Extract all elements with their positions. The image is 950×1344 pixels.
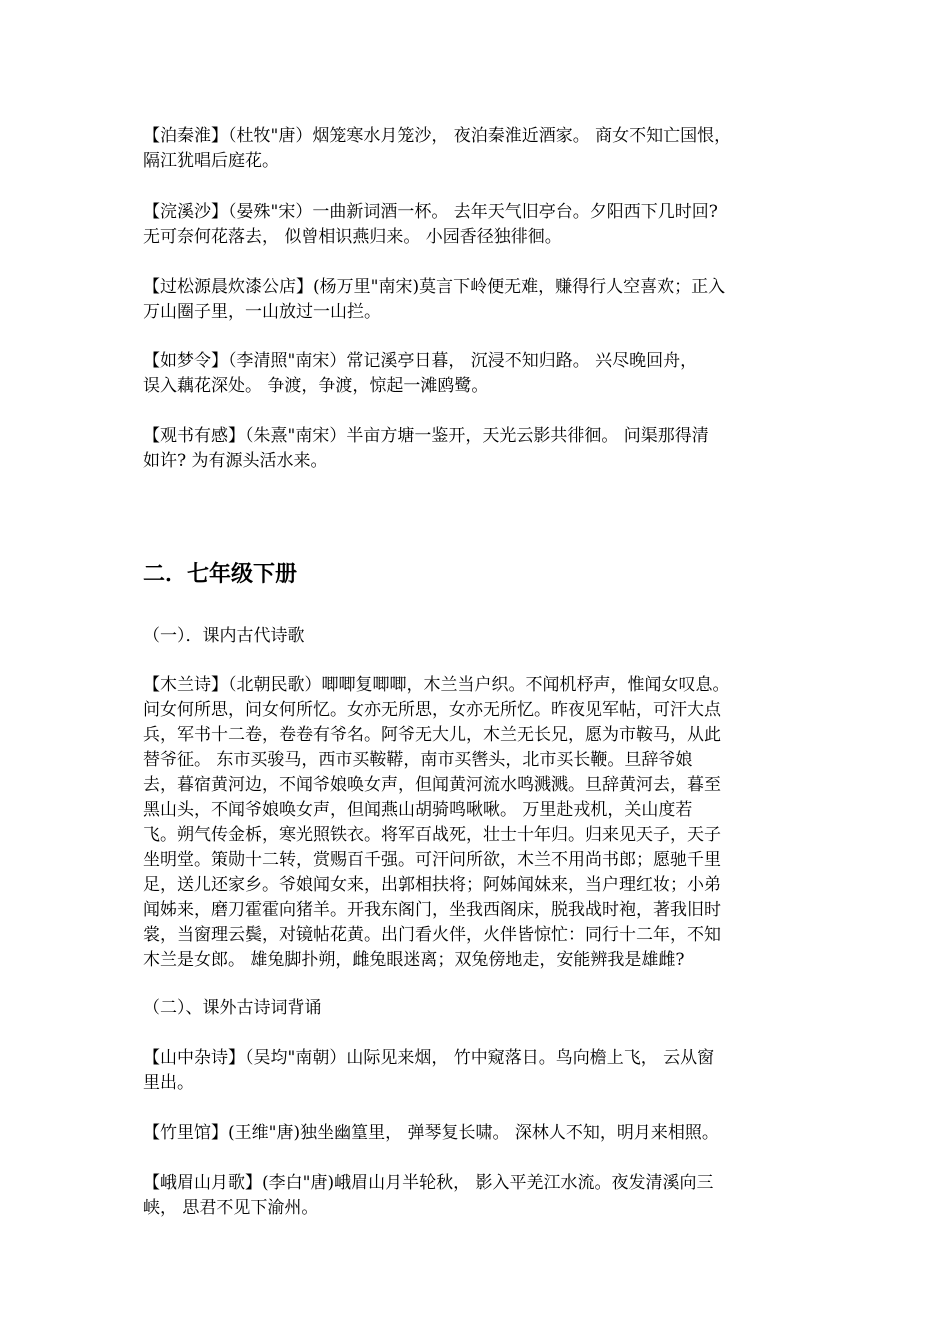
poem-line: 如许? 为有源头活水来。 [143, 451, 328, 471]
poem-e-mei-shan-yue-ge [143, 1171, 823, 1221]
poem-line: 问女何所思，问女何所忆。女亦无所思，女亦无所忆。昨夜见军帖，可汗大点 [143, 700, 721, 720]
poem-guo-song-yuan [143, 275, 823, 325]
poem-line: 【观书有感】（朱熹"南宋）半亩方塘一鉴开，天光云影共徘徊。 问渠那得清 [143, 426, 709, 446]
subsection-title-2: （二）、课外古诗词背诵 [143, 998, 322, 1018]
subsection-title-1: （一）．课内古代诗歌 [143, 626, 305, 646]
poem-line: 坐明堂。策勋十二转，赏赐百千强。可汗问所欲，木兰不用尚书郎；愿驰千里 [143, 850, 721, 870]
poem-line: 【峨眉山月歌】(李白"唐)峨眉山月半轮秋， 影入平羌江水流。夜发清溪向三 [143, 1173, 714, 1193]
poem-line: 裳，当窗理云鬓，对镜帖花黄。出门看火伴，火伴皆惊忙：同行十二年，不知 [143, 925, 721, 945]
poem-line: 峡， 思君不见下渝州。 [143, 1198, 319, 1218]
poem-line: 【山中杂诗】（吴均"南朝）山际见来烟， 竹中窥落日。鸟向檐上飞， 云从窗 [143, 1048, 715, 1068]
poem-line: 木兰是女郎。 雄兔脚扑朔，雌兔眼迷离；双兔傍地走，安能辨我是雄雌? [143, 950, 685, 970]
poem-line: 黑山头，不闻爷娘唤女声，但闻燕山胡骑鸣啾啾。 万里赴戎机，关山度若 [143, 800, 693, 820]
poem-line: 误入藕花深处。 争渡，争渡，惊起一滩鸥鹭。 [143, 376, 489, 396]
poem-line: 闻姊来，磨刀霍霍向猪羊。开我东阁门，坐我西阁床，脱我战时袍，著我旧时 [143, 900, 721, 920]
poem-shan-zhong-za-shi [143, 1046, 823, 1096]
poem-line: 替爷征。 东市买骏马，西市买鞍鞯，南市买辔头，北市买长鞭。旦辞爷娘 [143, 750, 693, 770]
poem-line: 万山圈子里，一山放过一山拦。 [143, 302, 381, 322]
poem-bo-qin-huai [143, 124, 823, 174]
poem-zhu-li-guan [143, 1121, 823, 1146]
poem-ru-meng-ling [143, 349, 823, 399]
poem-line: 足，送儿还家乡。爷娘闻女来，出郭相扶将；阿姊闻妹来，当户理红妆；小弟 [143, 875, 721, 895]
poem-line: 去，暮宿黄河边，不闻爷娘唤女声，但闻黄河流水鸣溅溅。旦辞黄河去，暮至 [143, 775, 721, 795]
poem-line: 无可奈何花落去， 似曾相识燕归来。 小园香径独徘徊。 [143, 227, 562, 247]
poem-mulan [143, 673, 823, 973]
poem-line: 【过松源晨炊漆公店】(杨万里"南宋)莫言下岭便无难，赚得行人空喜欢；正入 [143, 277, 726, 297]
poem-line: 【浣溪沙】（晏殊"宋）一曲新词酒一杯。 去年天气旧亭台。夕阳西下几时回? [143, 202, 718, 222]
poem-line: 【泊秦淮】（杜牧"唐）烟笼寒水月笼沙， 夜泊秦淮近酒家。 商女不知亡国恨， [143, 126, 732, 146]
poem-line: 隔江犹唱后庭花。 [143, 151, 279, 171]
poem-line: 里出。 [143, 1073, 194, 1093]
poem-huan-xi-sha [143, 200, 823, 250]
poem-guan-shu-you-gan [143, 424, 823, 474]
poem-line: 【木兰诗】（北朝民歌）唧唧复唧唧，木兰当户织。不闻机杼声，惟闻女叹息。 [143, 675, 730, 695]
poem-line: 飞。朔气传金柝，寒光照铁衣。将军百战死，壮士十年归。归来见天子，天子 [143, 825, 721, 845]
section-title: 二．七年级下册 [143, 562, 298, 587]
poem-line: 【如梦令】（李清照"南宋）常记溪亭日暮， 沉浸不知归路。 兴尽晚回舟， [143, 351, 698, 371]
poem-line: 【竹里馆】(王维"唐)独坐幽篁里， 弹琴复长啸。 深林人不知，明月来相照。 [143, 1123, 719, 1143]
poem-line: 兵，军书十二卷，卷卷有爷名。阿爷无大儿，木兰无长兄，愿为市鞍马，从此 [143, 725, 721, 745]
